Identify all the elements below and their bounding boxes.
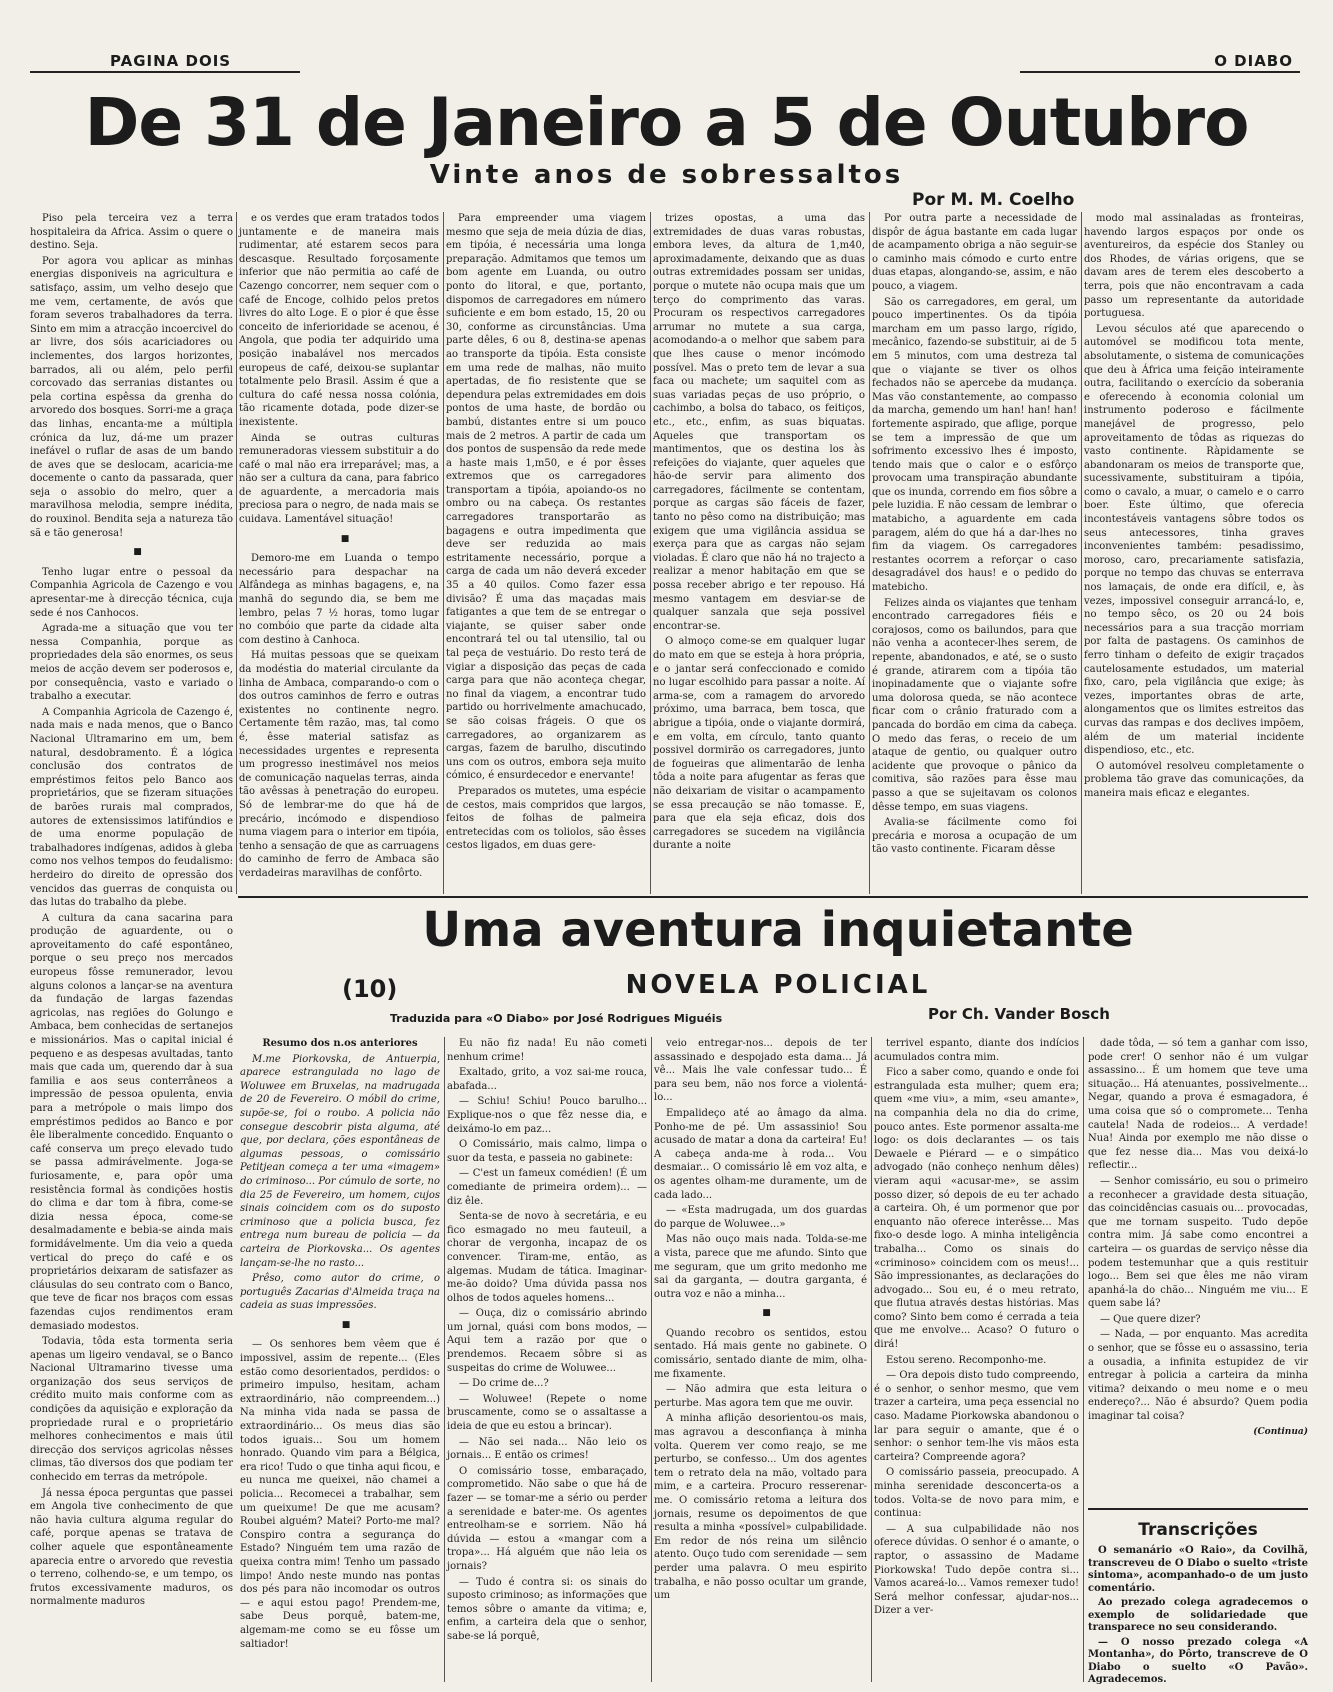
translation-credit: Traduzida para «O Diabo» por José Rodrigues Miguéis [390, 1012, 723, 1025]
section-divider [238, 896, 1308, 898]
novel-byline: Por Ch. Vander Bosch [928, 1005, 1110, 1023]
novel-column-2 [447, 1037, 647, 1682]
novel-column-3 [654, 1037, 867, 1682]
paragraph: Por agora vou aplicar as minhas energias disponiveis na agricultura e satisfaço, assim, um velho desejo que me vem, certamente, de avós que foram severos trabalhadores da terra. Sinto em mim a atracção incoercivel do ar livre, dos sóis acariciadores ou inclementes, dos largos horizontes, barrados, ali ou além, pelo perfil corcovado das serranias distantes ou pela cortina espêssa da grenha do arvoredo dos bosques. Sorri-me a graça das linhas, encanta-me a múltipla crónica da luz, dá-me um prazer inefável o ruflar de asas de um bando de aves que se deslocam, acaricia-me docemente o canto da passarada, quer seja o assobio do melro, quer a maravilhosa melodia, sempre inédita, do rouxinol. Bendita seja a natureza tão sã e tão generosa! [30, 255, 233, 539]
novel-column-1 [240, 1037, 440, 1682]
column-separator [443, 212, 444, 894]
header-rule-left [30, 71, 300, 73]
column-separator [869, 212, 870, 894]
novel-column-1-text [240, 1053, 440, 1652]
column-separator [1081, 212, 1082, 894]
article-subheadline: Vinte anos de sobressaltos [429, 160, 904, 190]
article1-column-1 [30, 212, 233, 1608]
paragraph: Levou séculos até que aparecendo o automóvel se modificou tota mente, absolutamente, o sistema de comunicações que deu à África uma feição inteiramente outra, facilitando o exercício da soberania e oferecendo à economia colonial um instrumento poderoso e fácilmente manejável de progresso, pelo aproveitamento de tôdas as riquezas do vasto continente. Ràpidamente se abandonaram os meios de transporte que, sucessivamente, substituiram a tipóia, como o cavalo, a muar, o camelo e o carro boer. Este último, que oferecia incontestáveis vantagens sôbre todos os seus antecessores, tinha graves inconvenientes também: pesadissimo, moroso, caro, precariamente satisfazia, porque no tempo das chuvas se enterrava nos lamaçais, de onde era difícil, e, às vezes, impossivel conseguir arrancá-lo, e, no tempo sêco, os 20 ou 24 bois necessários para a sua tracção morriam por falta de pastagens. Os caminhos de ferro tinham o defeito de exigir traçados cautelosamente estudados, um material fixo, caro, pela vigilância que exige; às vezes, importantes obras de arte, alongamentos que os limites estreitos das curvas das rampas e dos declives impõem, além de um material incidente dispendioso, etc., etc. [1084, 323, 1304, 757]
article1-column-6 [1084, 212, 1304, 894]
paragraph: O almoço come-se em qualquer lugar do mato em que se esteja à hora própria, e o jantar será confeccionado e comido no lugar escolhido para passar a noite. Aí arma-se, com a ramagem do arvoredo próximo, uma barraca, bem tosca, que abrigue a tipóia, onde o viajante dormirá, e em volta, em círculo, tanto quanto possivel dormirão os carregadores, junto de fogueiras que alimentarão de lenha tôda a noite para afugentar as feras que não deixariam de visitar o acampamento se essa precaução se não tomasse. E, para que ela seja eficaz, dois dos carregadores se sucedem na vigilância durante a noite [653, 636, 865, 852]
paragraph: — Ora depois disto tudo compreendo, é o senhor, o senhor mesmo, que vem trazer a carteira, uma peça essencial no caso. Madame Piorkowska abandonou o lar para seguir o amante, que é o senhor: o senhor tem-lhe vis mãos esta carteira? Compreende agora? [874, 1370, 1079, 1463]
paragraph: Estou sereno. Recomponho-me. [886, 1354, 1047, 1366]
section-mark: ■ [762, 1308, 771, 1319]
paragraph: — Não admira que esta leitura o perturbe. Mas agora tem que me ouvir. [654, 1384, 867, 1409]
paragraph: Agrada-me a situação que vou ter nessa Companhia, porque as propriedades dela são enormes, os seus meios de acção devem ser poderosos e, por consequência, vasto e variado o trabalho a executar. [30, 623, 233, 703]
paragraph: Quando recobro os sentidos, estou sentado. Há mais gente no gabinete. O comissário, sentado diante de mim, olha-me fixamente. [654, 1327, 867, 1380]
paragraph: — Não sei nada... Não leio os jornais... E então os crimes! [447, 1436, 647, 1462]
paragraph: Senta-se de novo à secretária, e eu fico esmagado no meu fauteuil, a chorar de vergonha, incapaz de os convencer. Tiram-me, então, as algemas. Mudam de tática. Imaginar-me-ão doido? Uma dúvida passa nos olhos de todos aqueles homens... [447, 1211, 647, 1304]
paragraph: M.me Piorkovska, de Antuerpia, aparece estrangulada no lago de Woluwee em Bruxelas, na madrugada de 20 de Fevereiro. O móbil do crime, supõe-se, foi o roubo. A policia não consegue descobrir pista alguma, até que, por declara, ções espontâneas de algumas pessoas, o comissário Petitjean começa a ter uma «imagem» do criminoso... Por cúmulo de sorte, no dia 25 de Fevereiro, um homem, cujos sinais coincidem com os do suposto criminoso que a policia busca, fez entrega num bureau de policia — da carteira de Piorkovska... Os agentes lançam-se-lhe no rasto... [240, 1053, 440, 1269]
novel-subheadline: NOVELA POLICIAL [625, 970, 931, 1000]
column-separator [444, 1037, 445, 1682]
column-separator [871, 1037, 872, 1682]
paragraph: — Senhor comissário, eu sou o primeiro a reconhecer a gravidade desta situação, das coincidências casuais ou... provocadas, que me tornam suspeito. Tudo depõe contra mim. Já sabe como encontrei a carteira — os guardas de serviço nêsse dia podem testemunhar que a quis restituir logo... Bem sei que êles me não viram apanhá-la do chão... Ninguém me viu... E quem sabe lá? [1088, 1175, 1308, 1310]
paragraph: dade tôda, — só tem a ganhar com isso, pode crer! O senhor não é um vulgar assassino... É um homem que teve uma situação... Há atenuantes, possivelmente... Negar, quando a prova é esmagadora, é uma coisa que só o compromete... Tenha cautela! Nada de rodeios... A verdade! Nua! Ainda por exemplo me não disse o que fez nesse dia... Mas vou deixá-lo reflectir... [1088, 1038, 1308, 1172]
continued-label: (Continua) [1253, 1426, 1308, 1437]
paragraph: modo mal assinaladas as fronteiras, havendo largos espaços por onde os aventureiros, da espécie dos Stanley ou dos Rhodes, de várias origens, que se davam ares de terem eles descoberto a terra, pois que não encontravam a cada passo um representante da autoridade portuguesa. [1084, 213, 1304, 320]
paragraph: — O nosso prezado colega «A Montanha», do Pôrto, transcreve de O Diabo o suelto «O Pavão». Agradecemos. [1088, 1636, 1308, 1685]
paper-name: O DIABO [1214, 52, 1293, 70]
paragraph: Felizes ainda os viajantes que tenham encontrado carregadores fiéis e corajosos, como os bailundos, para que não venha a acontecer-lhes serem, de repente, abandonados, e até, se o susto é grande, atirarem com a tipóia tão inopinadamente que o viajante sofre uma dolorosa queda, se não acontece ficar com o crânio fraturado com a pancada do bordão em cima da cabeça. O medo das feras, o receio de um ataque de gentio, ou qualquer outro acidente que provoque o pânico da comitiva, são razões para êsse mau passo a que se sujeitavam os colonos dêsse tempo, em suas viagens. [872, 597, 1077, 813]
paragraph: — Nada, — por enquanto. Mas acredita o senhor, que se fôsse eu o assassino, teria a ousadia, a infinita estupidez de vir entregar à policia a carteira da minha vitima? deixando o meu nome e o meu endereço?... Não é absurdo? Quem podia imaginar tal coisa? [1088, 1329, 1308, 1423]
paragraph: O automóvel resolveu completamente o problema tão grave das comunicações, da maneira mais eficaz e elegantes. [1084, 760, 1304, 799]
paragraph: Ainda se outras culturas remuneradoras viessem substituir a do café o mal não era irreparável; mas, a não ser a cultura da cana, para fabrico de aguardente, a mercadoria mais preciosa para o negro, de nada mais se cuidava. Lamentável situação! [239, 432, 439, 526]
section-mark: ■ [341, 1319, 351, 1330]
paragraph: O comissário tosse, embaraçado, comprometido. Não sabe o que há de fazer — se tomar-me a sério ou perder a serenidade e bater-me. Os agentes entreolham-se e sorriem. Não há dúvida — estou a «mangar com a tropa»... Há alguém que não leia os jornais? [447, 1465, 647, 1572]
paragraph: Por outra parte a necessidade de dispôr de água bastante em cada lugar de acampamento obriga a não seguir-se o caminho mais cómodo e curto entre duas etapas, alongando-se, assim, e não pouco, a viagem. [872, 213, 1077, 292]
paragraph: Eu não fiz nada! Eu não cometi nenhum crime! [447, 1038, 647, 1063]
page-label: PAGINA DOIS [110, 52, 232, 70]
paragraph: — Ouça, diz o comissário abrindo um jornal, quási com bons modos, — Aqui tem a razão por que o prendemos. Recaem sôbre si as suspeitas do crime de Woluwee... [447, 1308, 647, 1374]
novel-headline: Uma aventura inquietante [422, 902, 1134, 958]
section-mark: ■ [340, 533, 350, 544]
paragraph: Preparados os mutetes, uma espécie de cestos, mais compridos que largos, feitos de folhas de palmeira entretecidas com os toliolos, são êsses cestos ligados, em duas gere- [446, 785, 646, 852]
column-separator [236, 212, 237, 894]
paragraph: terrivel espanto, diante dos indícios acumulados contra mim. [874, 1038, 1079, 1063]
episode-number: (10) [342, 975, 398, 1003]
article1-column-2 [239, 212, 439, 894]
paragraph: Todavia, tôda esta tormenta seria apenas um ligeiro vendaval, se o Banco Nacional Ultramarino tivesse uma organização dos seus serviços de crédito muito mais conforme com as condições da aquisição e exploração da propriedade rural e o proprietário melhores conhecimentos e mais útil direcção dos serviços agricolas nêsses climas, tão diversos dos que podiam ter conhecido em terras da metrópole. [30, 1336, 233, 1484]
article1-column-3 [446, 212, 646, 894]
paragraph: — Woluwee! (Repete o nome bruscamente, como se o assaltasse a ideia de que eu estou a brincar). [447, 1393, 647, 1433]
paragraph: O semanário «O Raio», da Covilhã, transcreveu de O Diabo o suelto «triste sintoma», acompanhado-o de um justo comentário. [1088, 1545, 1308, 1594]
column-separator [651, 1037, 652, 1682]
novel-column-4 [874, 1037, 1079, 1682]
paragraph: A Companhia Agricola de Cazengo é, nada mais e nada menos, que o Banco Nacional Ultramarino em um, bem natural, desdobramento. É a lógica conclusão dos contratos de empréstimos feitos pelo Banco aos proprietários, que se fizeram situações de barões rurais mal comprados, autores de extensissimos latifúndios e de uma enorme população de trabalhadores indígenas, adidos à gleba como nos velhos tempos do feudalismo: herdeiro do direito de opressão dos vencidos das guerras de conquista ou das lutas do trabalho da plebe. [30, 706, 233, 909]
paragraph: Avalia-se fácilmente como foi precária e morosa a ocupação de um tão vasto continente. Ficaram dêsse [872, 817, 1077, 856]
column-separator [1083, 1037, 1084, 1682]
article1-column-4 [653, 212, 865, 894]
paragraph: — Tudo é contra si: os sinais do suposto criminoso; as informações que temos sôbre o amante da vitima; e, enfim, a carteira dela que o senhor, sabe-se lá porquê, [447, 1576, 647, 1642]
paragraph: — C'est un fameux comédien! (É um comediante de primeira ordem)... — diz êle. [447, 1168, 647, 1207]
paragraph: São os carregadores, em geral, um pouco impertinentes. Os da tipóia marcham em um passo largo, rígido, mecânico, fazendo-se substituir, ai de 5 em 5 minutos, com uma destreza tal que o viajante se tiver os olhos fechados não se apercebe da mudança. Mas vão constantemente, ao compasso da marcha, gemendo um han! han! han! fortemente aspirado, que aflige, porque se tem a impressão de que um sofrimento excessivo lhes é imposto, tendo mais que o calor e o esfôrço provocam uma transpiração abundante que os inunda, correndo em fios sôbre a pele luzidia. E não cessam de lembrar o matabicho, a aguardente em cada paragem, além do que há a dar-lhes no fim da viagem. Os carregadores restantes ocorrem a reforçar o caso desagradável dos haus! e o pedido do matebicho. [872, 296, 1077, 594]
paragraph: Há muitas pessoas que se queixam da modéstia do material circulante da linha de Ambaca, comparando-o com o dos outros caminhos de ferro e outras existentes no continente negro. Certamente têm razão, mas, tal como é, êsse material satisfaz as necessidades urgentes e representa um progresso inestimável nos meios de comunicação naquelas terras, ainda tão avêssas à penetração do europeu. Só de lembrar-me do que há de precário, incómodo e dispendioso numa viagem para o interior em tipóia, tenho a sensação de que as carruagens do caminho de ferro de Ambaca são verdadeiras maravilhas de confôrto. [239, 650, 439, 879]
paragraph: A cultura da cana sacarina para produção de aguardente, ou o aproveitamento do café espontâneo, porque o seu preço nos mercados europeus fôsse remunerador, levou alguns colonos a lançar-se na aventura da fundação de largas fazendas agricolas, nas regiões do Golungo e Ambaca, bem conhecidas de sertanejos e missionários. Mas o capital inicial é pequeno e as despesas avultadas, tanto mais que cada um, querendo dar à sua familia e aos seus conterrâneos a impressão de pessoa opulenta, envia para a metrópole o mais limpo dos empréstimos pedidos ao Banco e por êle liberalmente concedido. Enquanto o café conserva um preço elevado tudo se passa admirávelmente. Joga-se furiosamente, e, para opôr uma resistência formal às condições hostis do clima e dar tom à fibra, come-se dizia nessa época, come-se desalmadamente e bebia-se ainda mais formidávelmente. Um dia veio a queda vertical do preço do café e os proprietários deixaram de satisfazer as cláusulas do seu contrato com o Banco, que teve de ficar nos braços com essas fazendas cujos rendimentos eram demasiado modestos. [30, 912, 233, 1332]
article1-column-5 [872, 212, 1077, 894]
paragraph: Fico a saber como, quando e onde foi estrangulada esta mulher; quem era; quem «me viu», a mim, «seu amante», na companhia dela no dia do crime, pouco antes. Este pormenor assalta-me logo: os dois declarantes — os tais Dewaele e Piérard — e o simpático advogado (não conheço nenhum dêles) vieram aqui «acusar-me», se assim posso dizer, só depois de eu ter achado a carteira. Oh, é um pormenor que por enquanto não oferece interêsse... Mas fixo-o desde logo. A minha inteligência trabalha... Como os sinais do «criminoso» coincidem com os meus!... São impressionantes, as declarações do advogado... Sou eu, é o meu retrato, que flutua através destas histórias. Mas como? Sinto bem como é cerrada a teia que me envolve... Acaso? O futuro o dirá! [874, 1067, 1079, 1351]
paragraph: O comissário passeia, preocupado. A minha serenidade desconcerta-os a todos. Volta-se de novo para mim, e continua: [874, 1467, 1079, 1520]
paragraph: Já nessa época perguntas que passei em Angola tive conhecimento de que não havia cultura alguma regular do café, porque apenas se tratava de colher aquele que espontâneamente aparecia entre o arvoredo que revestia o terreno, colhendo-se, e um tempo, os frutos excessivamente maduros, os normalmente maduros [30, 1487, 233, 1608]
paragraph: A minha aflição desorientou-os mais, mas agravou a desconfiança à minha volta. Querem ver como reajo, se me perturbo, se confesso... Um dos agentes tem o retrato dela na mão, voltado para mim, e a carteira. Procuro resserenar-me. O comissário retoma a leitura dos jornais, resume os depoimentos de que resulta a minha «possível» culpabilidade. Em redor de nós reina um silêncio atento. Ouço tudo com serenidade — sem perder uma palavra. O meu espirito trabalha, e não posso ocultar um grande, um [654, 1413, 867, 1602]
paragraph: O Comissário, mais calmo, limpa o suor da testa, e passeia no gabinete: [447, 1139, 647, 1164]
summary-heading: Resumo dos n.os anteriores [262, 1038, 418, 1049]
paragraph: Para empreender uma viagem mesmo que seja de meia dúzia de dias, em tipóia, é necessária uma longa preparação. Admitamos que temos um bom agente em Luanda, ou outro ponto do litoral, e que, portanto, dispomos de carregadores em número suficiente e em bom estado, 15, 20 ou 30, conforme as circunstâncias. Uma parte dêles, 6 ou 8, destina-se apenas ao transporte da tipóia. Esta consiste em uma rede de malhas, não muito apertadas, de fio resistente que se dependura pelas extremidades em dois pontos de uma haste, de bordão ou bambú, distantes entre si um pouco mais de 2 metros. A partir de cada um dos pontos de suspensão da rede mede a haste mais 1,m50, e é por êsses extremos que os carregadores transportam a tipóia, apoiando-os no ombro ou na cabeça. Os restantes carregadores transportarão as bagagens e outra impedimenta que deve ser reduzida ao mais estritamente necessário, porque a carga de cada um não deverá exceder 35 a 40 quilos. Como fazer essa divisão? É uma das maçadas mais fatigantes a que tem de se entregar o viajante, se quiser saber onde encontrará tel ou tal utensilio, tal ou tal peça de vestuário. Do resto terá de vigiar a disposição das peças de cada carga para que não aconteça chegar, no final da viagem, a encontrar tudo partido ou horrivelmente amachucado, se são coisas frágeis. O que os carregadores, ao organizarem as cargas, fazem de barulho, discutindo uns com os outros, embora seja muito cómico, é ensurdecedor e enervante! [446, 213, 646, 782]
paragraph: — Schiu! Schiu! Pouco barulho... Explique-nos o que fêz nesse dia, e deixámo-lo em paz... [447, 1096, 647, 1135]
paragraph: — Os senhores bem vêem que é impossivel, assim de repente... (Eles estão como desorientados, perdidos: o primeiro impulso, hesitam, acham extraordinário, não compreendem...) Na minha vida nada se passa de extraordinário... Os meus dias são todos iguais... Sou um homem honrado. Quando vim para a Bélgica, era rico! Tudo o que tinha aqui ficou, e eu nunca me queixei, não chamei a policia... Recomecei a trabalhar, sem um queixume! De que me acusam? Roubei alguém? Matei? Porto-me mal? Conspiro contra a segurança do Estado? Ninguém tem uma razão de queixa contra mim! Tenho um passado limpo! Ando neste mundo nas pontas dos pés para não incomodar os outros — e aqui estou pago! Prendem-me, sabe Deus porquê, batem-me, algemam-me como se eu fôsse um saltiador! [240, 1339, 440, 1650]
section-mark: ■ [133, 547, 142, 558]
paragraph: — Que quere dizer? [1100, 1313, 1201, 1325]
transcricoes-title: Transcrições [1138, 1520, 1258, 1540]
article-headline: De 31 de Janeiro a 5 de Outubro [84, 84, 1249, 161]
paragraph: Mas não ouço mais nada. Tolda-se-me a vista, parece que me afundo. Sinto que me seguram, que um grito medonho me sai da garganta, — doutra garganta, é outra voz e não a minha... [654, 1234, 867, 1300]
paragraph: e os verdes que eram tratados todos juntamente e de maneira mais rudimentar, até estarem secos para descasque. Resultado forçosamente inferior que não permitia ao café de Cazengo concorrer, nem sequer com o café de Encoge, colhido pelos pretos livres do alto Loge. E o pior é que êsse conceito de inferioridade se acenou, é Angola, que podia ter adquirido uma posição inabalável nos mercados europeus de café, deixou-se suplantar totalmente pelo Brasil. Assim é que a cultura do café nessa nossa colónia, tão ricamente dotada, pode dizer-se inexistente. [239, 213, 439, 428]
paragraph: Ao prezado colega agradecemos o exemplo de solidariedade que transparece no seu considerando. [1088, 1597, 1308, 1633]
paragraph: Tenho lugar entre o pessoal da Companhia Agricola de Cazengo e vou apresentar-me à direcção técnica, cuja sede é nos Canhocos. [30, 566, 233, 619]
transcricoes-body [1088, 1545, 1308, 1689]
paragraph: Piso pela terceira vez a terra hospitaleira da Africa. Assim o quere o destino. Seja. [30, 213, 233, 252]
transcricoes-rule [1088, 1508, 1308, 1510]
paragraph: — «Esta madrugada, um dos guardas do parque de Woluwee...» [654, 1205, 867, 1230]
paragraph: Prêso, como autor do crime, o português Zacarias d'Almeida traça na cadeia as suas impressões. [240, 1273, 440, 1312]
paragraph: Demoro-me em Luanda o tempo necessário para despachar na Alfândega as minhas bagagens, e, na manhã do segundo dia, se bem me lembro, pelas 7 ½ horas, tomo lugar no combóio que parte da cidade alta com destino à Canhoca. [239, 553, 439, 646]
paragraph: Empalideço até ao âmago da alma. Ponho-me de pé. Um assassinio! Sou acusado de matar a dona da carteira! Eu! A cabeça anda-me à roda... Vou desmaiar... O comissário lê em voz alta, e os agentes olham-me duramente, um de cada lado... [654, 1107, 867, 1201]
paragraph: Exaltado, grito, a voz sai-me rouca, abafada... [447, 1067, 647, 1092]
header-rule-right [1020, 71, 1300, 73]
paragraph: veio entregar-nos... depois de ter assassinado e despojado esta dama... Já vê... Mais lhe vale confessar tudo... É para seu bem, não nos force a violentá-lo... [654, 1038, 867, 1104]
column-separator [650, 212, 651, 894]
paragraph: trizes opostas, a uma das extremidades de duas varas robustas, embora leves, da altura de 1,m40, aproximadamente, deixando que as duas outras extremidades possam ser unidas, porque o mutete não ocupa mais que um terço do comprimento das varas. Procuram os respectivos carregadores arrumar no mutete a sua carga, acomodando-a o melhor que sabem para que lhes cause o menor incómodo possível. Mas o preto tem de levar a sua faca ou machete; um saquitel com as suas variadas peças de uso próprio, o cachimbo, a bolsa do tabaco, os feitiços, etc., etc., enfim, as suas biquatas. Aqueles que transportam os mantimentos, que os destina los às refeições do viajante, quer aqueles que hão-de servir para alimento dos carregadores, fácilmente se contentam, porque as cargas são fáceis de fazer, tanto no pêso como na distribuição; mas exigem que uma vigilância assidua se exerça para que as cargas não sejam violadas. É claro que não há no trajecto a realizar a menor habitação em que se possa receber abrigo e ter repouso. Há mesmo vantagem em desviar-se de qualquer sanzala que seja possivel encontrar-se. [653, 213, 865, 632]
article-byline: Por M. M. Coelho [912, 190, 1075, 210]
paragraph: — Do crime de...? [459, 1378, 549, 1390]
paragraph: — A sua culpabilidade não nos oferece dúvidas. O senhor é o amante, o raptor, o assassino de Madame Piorkowska! Tudo depõe contra si... Vamos acareá-lo... Vamos remexer tudo! Será melhor confessar, ajudar-nos... Dizer a ver- [874, 1523, 1079, 1617]
novel-column-5 [1088, 1037, 1308, 1497]
